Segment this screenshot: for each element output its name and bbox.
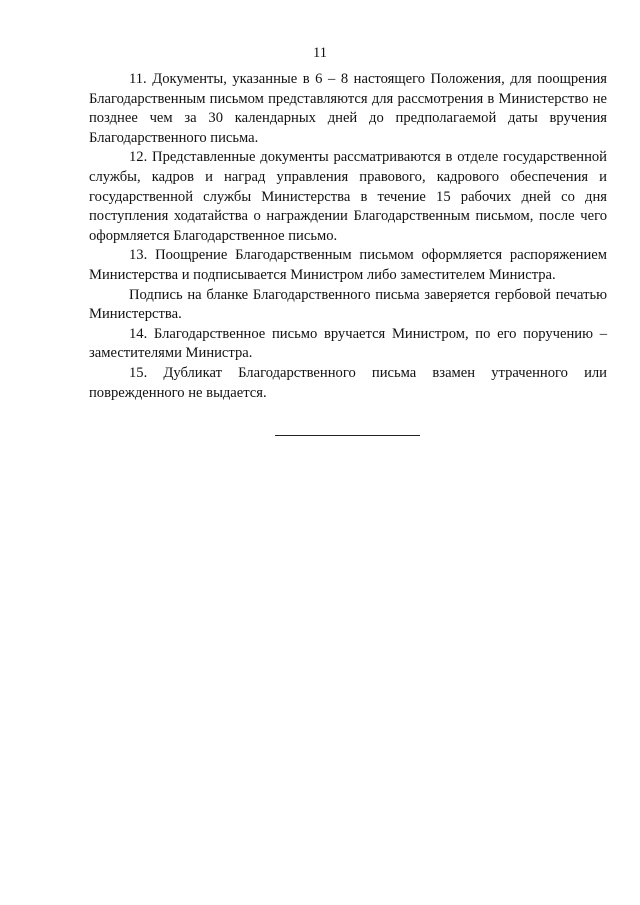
paragraph-12: 12. Представленные документы рассматриваются в отделе государственной службы, кадров и наград управления правового, кадрового обеспечения и государственной службы Министерства в течение 15 рабочих дней со дня поступления ходатайства о награждении Благодарственным письмом, после чего оформляется Благодарственное письмо.: [89, 149, 607, 244]
end-of-document-divider: [275, 435, 420, 436]
paragraph-11: 11. Документы, указанные в 6 – 8 настоящего Положения, для поощрения Благодарственным письмом представляются для рассмотрения в Министерство не позднее чем за 30 календарных дней до предполагаемой даты вручения Благодарственного письма.: [89, 71, 607, 146]
paragraph-13: 13. Поощрение Благодарственным письмом оформляется распоряжением Министерства и подписывается Министром либо заместителем Министра.: [89, 247, 607, 283]
page-number: 11: [313, 45, 327, 61]
paragraph-15: 15. Дубликат Благодарственного письма взамен утраченного или поврежденного не выдается.: [89, 364, 607, 401]
paragraph-signature-note: Подпись на бланке Благодарственного письма заверяется гербовой печатью Министерства.: [89, 286, 607, 323]
paragraph-14: 14. Благодарственное письмо вручается Министром, по его поручению – заместителями Министра.: [89, 325, 607, 362]
document-body: [89, 70, 607, 403]
